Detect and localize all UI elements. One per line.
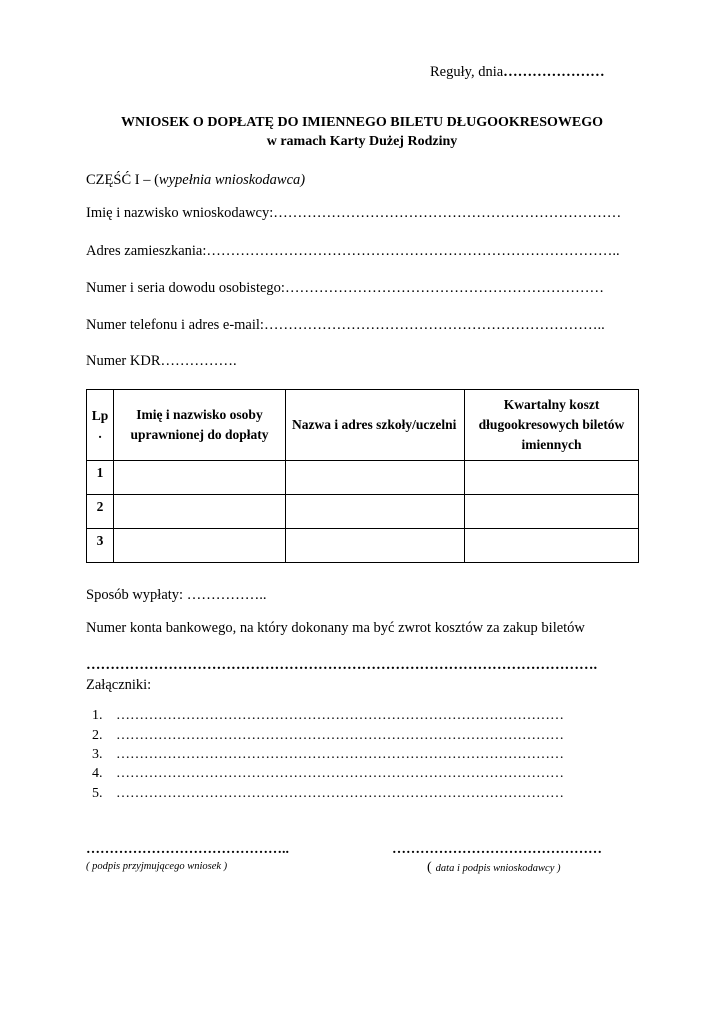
attachment-number: 5.	[92, 786, 103, 801]
place-date-label: Reguły, dnia	[430, 64, 504, 80]
attachment-dots: ……………………………………………………………………………………	[116, 766, 564, 781]
attachment-dots: ……………………………………………………………………………………	[116, 708, 564, 723]
header-lp	[87, 390, 114, 461]
header-name: Imię i nazwisko osoby uprawnionej do dopłaty	[114, 390, 286, 461]
row-school-cell[interactable]	[286, 495, 465, 529]
row-name-cell[interactable]	[114, 529, 286, 563]
attachment-dots: ……………………………………………………………………………………	[116, 728, 564, 743]
document-subtitle: w ramach Karty Dużej Rodziny	[266, 134, 458, 149]
table-header-row	[87, 390, 639, 461]
table-row	[87, 495, 639, 529]
row-school-cell[interactable]	[286, 529, 465, 563]
row-number: 3	[87, 529, 114, 563]
receiver-signature-line: ……………………………………..	[86, 842, 289, 857]
row-number: 2	[87, 495, 114, 529]
header-school: Nazwa i adres szkoły/uczelni	[286, 390, 465, 461]
header-lp-line1: Lp	[91, 408, 109, 423]
row-school-cell[interactable]	[286, 461, 465, 495]
receiver-signature-caption: ( podpis przyjmującego wniosek )	[86, 861, 228, 872]
row-cost-cell[interactable]	[465, 495, 639, 529]
caption-paren: (	[427, 860, 432, 875]
row-name-cell[interactable]	[114, 495, 286, 529]
row-cost-cell[interactable]	[465, 461, 639, 495]
attachment-item	[92, 747, 564, 763]
attachment-number: 2.	[92, 728, 103, 743]
table-row	[87, 461, 639, 495]
section-label: CZĘŚĆ I – (	[86, 172, 159, 188]
header-lp-line2: .	[98, 426, 102, 441]
header-cost: Kwartalny koszt długookresowych biletów imiennych	[465, 390, 639, 461]
section-heading	[86, 172, 305, 189]
applicant-signature-caption	[427, 858, 561, 876]
attachment-item	[92, 766, 564, 782]
attachments-label: Załączniki:	[86, 677, 152, 693]
attachment-dots: ……………………………………………………………………………………	[116, 747, 564, 762]
applicant-signature-line: ………………………………………	[392, 842, 602, 857]
section-note: wypełnia wnioskodawca)	[158, 172, 306, 188]
id-document-field: Numer i seria dowodu osobistego:…………………………………………………………	[86, 280, 604, 296]
attachment-item	[92, 728, 564, 744]
beneficiaries-table	[86, 389, 639, 563]
kdr-number-field: Numer KDR…………….	[86, 353, 237, 369]
contact-field: Numer telefonu i adres e-mail:……………………………………………………………..	[86, 317, 605, 333]
row-number: 1	[87, 461, 114, 495]
payment-method-field: Sposób wypłaty: ……………..	[86, 587, 267, 603]
bank-account-dots: …………………………………………………………………………………………….	[86, 657, 598, 673]
attachment-number: 3.	[92, 747, 103, 762]
bank-account-label: Numer konta bankowego, na który dokonany ma być zwrot kosztów za zakup biletów	[86, 620, 585, 636]
place-date-dots: …………………	[503, 64, 605, 80]
row-name-cell[interactable]	[114, 461, 286, 495]
document-title: WNIOSEK O DOPŁATĘ DO IMIENNEGO BILETU DŁUGOOKRESOWEGO	[120, 115, 604, 130]
attachment-number: 1.	[92, 708, 103, 723]
attachment-item	[92, 708, 564, 724]
attachment-dots: ……………………………………………………………………………………	[116, 786, 564, 801]
applicant-name-field: Imię i nazwisko wnioskodawcy:………………………………………………………………	[86, 205, 622, 221]
attachment-number: 4.	[92, 766, 103, 781]
address-field: Adres zamieszkania:…………………………………………………………………………..	[86, 243, 620, 259]
table-row	[87, 529, 639, 563]
place-date	[430, 64, 605, 81]
row-cost-cell[interactable]	[465, 529, 639, 563]
attachment-item	[92, 786, 564, 802]
caption-text: data i podpis wnioskodawcy )	[435, 863, 561, 874]
